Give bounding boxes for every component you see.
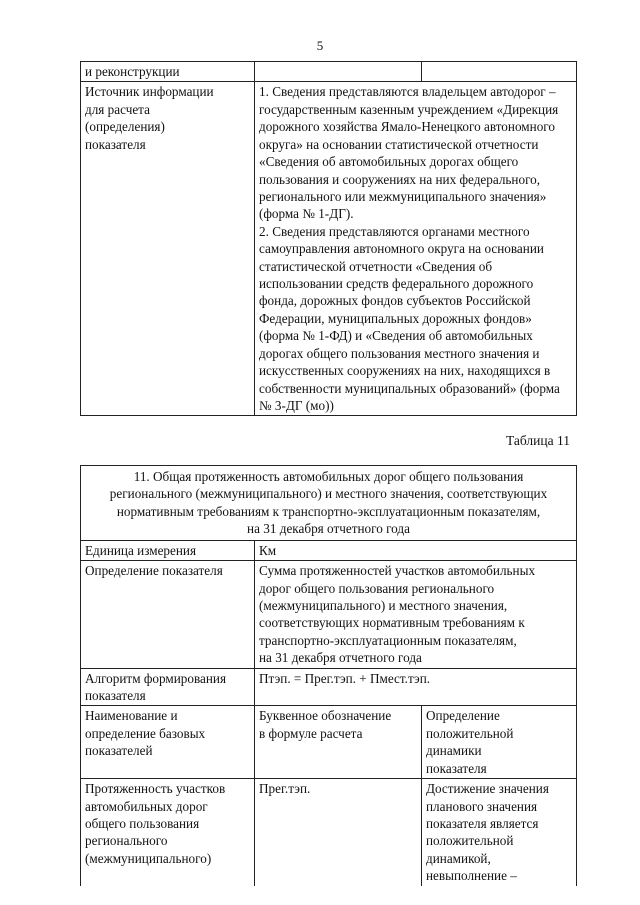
unit-value-cell: Км bbox=[255, 540, 577, 560]
table-row bbox=[81, 561, 577, 669]
indicator-title: 11. Общая протяженность автомобильных дорог общего пользования регионального (межмуниципального) и местного значения, соответствующих нормативным требованиям к транспортно-эксплуатационным показателям, на 31 декабря отчетного года bbox=[81, 466, 577, 541]
table-row bbox=[81, 82, 577, 416]
definition-value-cell: Сумма протяженностей участков автомобильных дорог общего пользования регионального (межмуниципального) и местного значения, соответствующих нормативным требованиям к транспортно-эксплуатационным показателям, на 31 декабря отчетного года bbox=[255, 561, 577, 669]
table-cell bbox=[255, 62, 422, 82]
source-label-cell: Источник информации для расчета (определения) показателя bbox=[81, 82, 255, 416]
definition-label-cell: Определение показателя bbox=[81, 561, 255, 669]
algorithm-formula-cell: Птэп. = Прег.тэп. + Пмест.тэп. bbox=[255, 668, 577, 706]
table-row bbox=[81, 779, 577, 886]
table-cell bbox=[422, 62, 577, 82]
table-row bbox=[81, 62, 577, 82]
table-cell: и реконструкции bbox=[81, 62, 255, 82]
table-row bbox=[81, 668, 577, 706]
source-description-cell: 1. Сведения представляются владельцем автодорог – государственным казенным учреждением «Дирекция дорожного хозяйства Ямало-Ненецкого автономного округа» на основании статистической отчетности «Сведения об автомобильных дорогах общего пользования и сооружениях на них федерального, регионального или межмуниципального значения» (форма № 1-ДГ). 2. Сведения представляются органами местного самоуправления автономного округа на основании статистической отчетности «Сведения об использовании средств федерального дорожного фонда, дорожных фондов субъектов Российской Федерации, муниципальных дорожных фондов» (форма № 1-ФД) и «Сведения об автомобильных дорогах общего пользования местного значения и искусственных сооружениях на них, находящихся в собственности муниципальных образований» (форма № 3-ДГ (мо)) bbox=[255, 82, 577, 416]
indicator-table-11 bbox=[80, 465, 577, 886]
base-header-dynamics-cell: Определение положительной динамики показателя bbox=[422, 706, 577, 779]
source-info-table bbox=[80, 61, 577, 416]
table-caption: Таблица 11 bbox=[506, 433, 570, 448]
page-number: 5 bbox=[316, 38, 324, 53]
base-header-name-cell: Наименование и определение базовых показателей bbox=[81, 706, 255, 779]
base-row-dynamics-cell: Достижение значения планового значения показателя является положительной динамикой, невыполнение – bbox=[422, 779, 577, 886]
algorithm-label-cell: Алгоритм формирования показателя bbox=[81, 668, 255, 706]
base-header-symbol-cell: Буквенное обозначение в формуле расчета bbox=[255, 706, 422, 779]
base-row-name-cell: Протяженность участков автомобильных дорог общего пользования регионального (межмуниципального) bbox=[81, 779, 255, 886]
table-row bbox=[81, 540, 577, 560]
base-row-symbol-cell: Прег.тэп. bbox=[255, 779, 422, 886]
table-header-row bbox=[81, 466, 577, 541]
table-row bbox=[81, 706, 577, 779]
unit-label-cell: Единица измерения bbox=[81, 540, 255, 560]
